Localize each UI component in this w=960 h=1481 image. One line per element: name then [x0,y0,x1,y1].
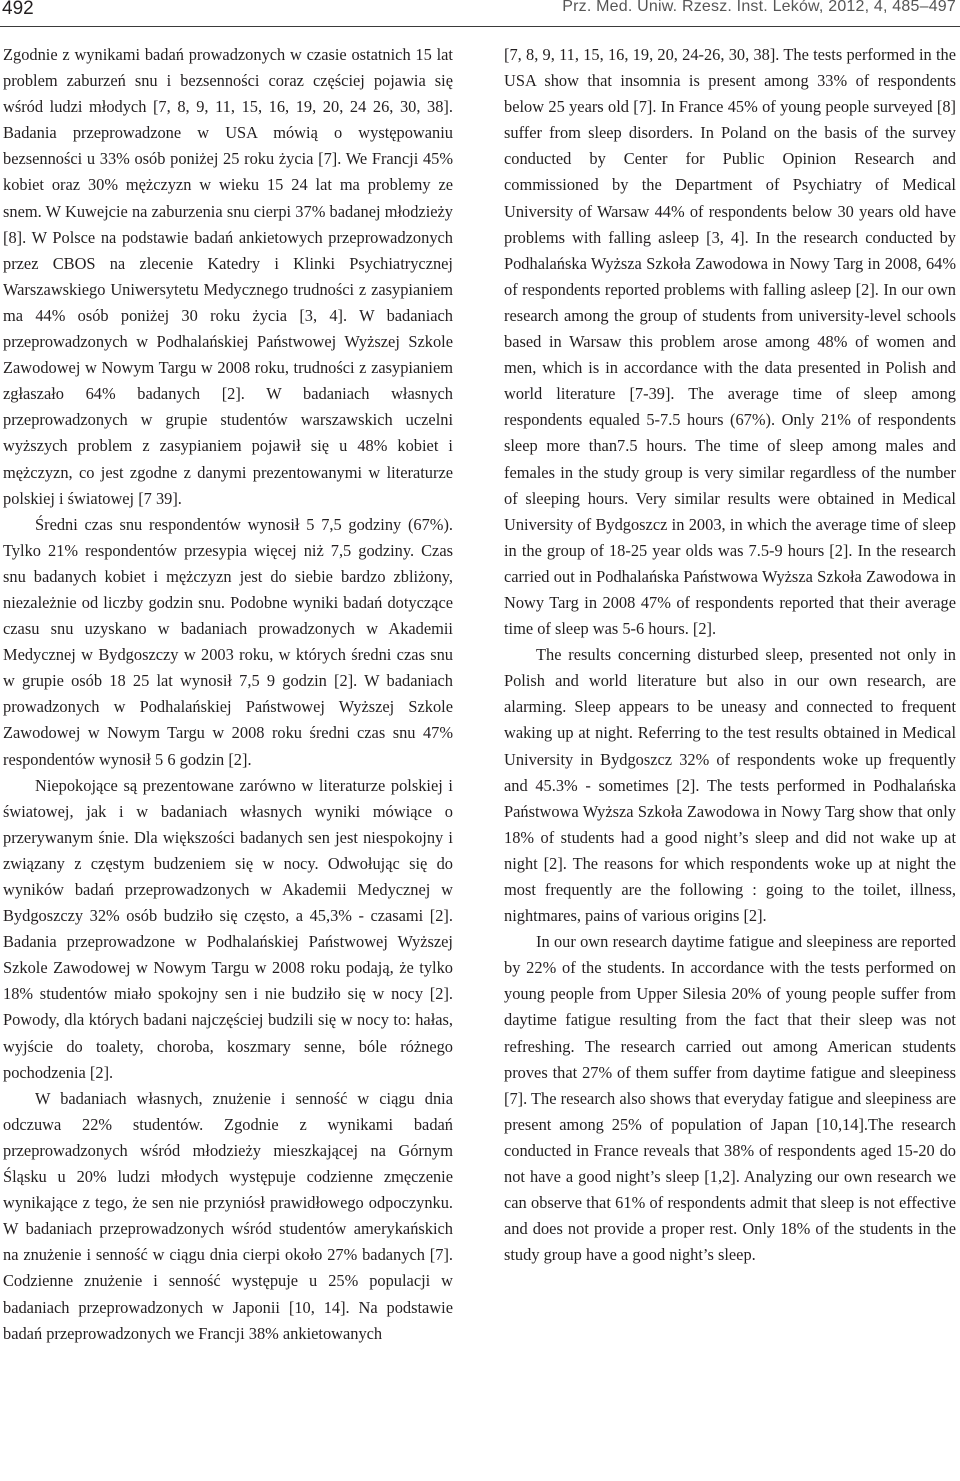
right-column-english [504,42,956,1268]
journal-citation: Prz. Med. Uniw. Rzesz. Inst. Leków, 2012, 4, 485–497 [562,0,956,15]
paragraph: In our own research daytime fatigue and sleepiness are reported by 22% of the students. In accordance with the tests performed on young people from Upper Silesia 20% of young people suffer from daytime fatigue resulting from the fact that their sleep was not refreshing. The research carried out among American students proves that 27% of them suffer from daytime fatigue and sleepiness [7]. The research also shows that everyday fatigue and sleepiness are present among 25% of population of Japan [10,14].The research conducted in France reveals that 38% of respondents aged 15-20 do not have a good night’s sleep [1,2]. Analyzing our own research we can observe that 61% of respondents admit that sleep is not effective and does not provide a proper rest. Only 18% of the students in the study group have a good night’s sleep. [504,932,956,1265]
paragraph: The results concerning disturbed sleep, presented not only in Polish and world literature but also in our own research, are alarming. Sleep appears to be uneasy and connected to frequent waking up at night. Referring to the test results obtained in Medical University in Bydgoszcz 32% of respondents woke up frequently and 45.3% - sometimes [2]. The tests performed in Podhalańska Państwowa Wyższa Szkoła Zawodowa in Nowy Targ show that only 18% of students had a good night’s sleep and did not wake up at night [2]. The reasons for which respondents woke up at night the most frequently are the following : going to the toilet, illness, nightmares, pains of various origins [2]. [504,645,956,926]
running-header [0,0,960,27]
paragraph: W badaniach własnych, znużenie i senność w ciągu dnia odczuwa 22% studentów. Zgodnie z wynikami badań przeprowadzonych wśród młodzieży mieszkającej na Górnym Śląsku u 20% ludzi młodych występuje codzienne zmęczenie wynikające z tego, że sen nie przyniósł prawidłowego odpoczynku. W badaniach przeprowadzonych wśród studentów amerykańskich na znużenie i senność w ciągu dnia cierpi około 27% badanych [7]. Codzienne znużenie i senność występuje u 25% populacji w badaniach przeprowadzonych w Japonii [10, 14]. Na podstawie badań przeprowadzonych we Francji 38% ankietowanych [3,1088,453,1343]
paragraph: Niepokojące są prezentowane zarówno w literaturze polskiej i światowej, jak i w badaniach własnych wyniki mówiące o przerywanym śnie. Dla większości badanych sen jest niespokojny i związany z częstym budzeniem się w nocy. Odwołując się do wyników badań przeprowadzonych w Akademii Medycznej w Bydgoszczy 32% osób budziło się często, a 45,3% - czasami [2]. Badania przeprowadzone w Podhalańskiej Państwowej Wyższej Szkole Zawodowej w Nowym Targu w 2008 roku podają, że tylko 18% studentów miało spokojny sen i nie budziło się w nocy [2]. Powody, dla których badani najczęściej budzili się w nocy to: hałas, wyjście do toalety, choroba, koszmary senne, bóle różnego pochodzenia [2]. [3,775,453,1082]
paragraph: [7, 8, 9, 11, 15, 16, 19, 20, 24-26, 30, 38]. The tests performed in the USA show that insomnia is present among 33% of respondents below 25 years old [7]. In France 45% of young people surveyed [8] suffer from sleep disorders. In Poland on the basis of the survey conducted by Center for Public Opinion Research and commissioned by the Department of Psychiatry of Medical University of Warsaw 44% of respondents below 30 years old have problems with falling asleep [3, 4]. In the research conducted by Podhalańska Wyższa Szkoła Zawodowa in Nowy Targ in 2008, 64% of respondents reported problems with falling asleep [2]. In our own research among the group of students from university-level schools based in Warsaw this problem arose among 48% of women and men, which is in accordance with the data presented in Polish and world literature [7-39]. The average time of sleep among respondents equaled 5-7.5 hours (67%). Only 21% of respondents sleep more than7.5 hours. The time of sleep among males and females in the study group is very similar regardless of the number of sleeping hours. Very similar results were obtained in Medical University of Bydgoszcz in 2003, in which the average time of sleep in the group of 18-25 year olds was 7.5-9 hours [2]. In the research carried out in Podhalańska Państwowa Wyższa Szkoła Zawodowa in Nowy Targ in 2008 47% of respondents reported that their average time of sleep was 5-6 hours. [2]. [504,45,956,639]
paragraph: Średni czas snu respondentów wynosił 5 7,5 godziny (67%). Tylko 21% respondentów przesypia więcej niż 7,5 godziny. Czas snu badanych kobiet i mężczyzn jest do siebie bardzo zbliżony, niezależnie od liczby godzin snu. Podobne wyniki badań dotyczące czasu snu uzyskano w badaniach prowadzonych w Akademii Medycznej w Bydgoszczy w 2003 roku, w których średni czas snu w grupie osób 18 25 lat wynosił 7,5 9 godzin [2]. W badaniach prowadzonych w Podhalańskiej Państwowej Wyższej Szkole Zawodowej w Nowym Targu w 2008 roku średni czas snu 47% respondentów wynosił 5 6 godzin [2]. [3,514,453,769]
left-column-polish [3,42,453,1347]
paragraph: Zgodnie z wynikami badań prowadzonych w czasie ostatnich 15 lat problem zaburzeń snu i bezsenności coraz częściej pojawia się wśród ludzi młodych [7, 8, 9, 11, 15, 16, 19, 20, 24 26, 30, 38]. Badania przeprowadzone w USA mówią o występowaniu bezsenności u 33% osób poniżej 25 roku życia [7]. We Francji 45% kobiet oraz 30% mężczyzn w wieku 15 24 lat ma problemy ze snem. W Kuwejcie na zaburzenia snu cierpi 37% badanej młodzieży [8]. W Polsce na podstawie badań ankietowych przeprowadzonych przez CBOS na zlecenie Katedry i Klinki Psychiatrycznej Warszawskiego Uniwersytetu Medycznego trudności z zasypianiem ma 44% osób poniżej 30 roku życia [3, 4]. W badaniach przeprowadzonych w Podhalańskiej Państwowej Wyższej Szkole Zawodowej w Nowym Targu w 2008 roku, trudności z zasypianiem zgłaszało 64% badanych [2]. W badaniach własnych przeprowadzonych w grupie studentów warszawskich uczelni wyższych problem z zasypianiem pojawił się u 48% kobiet i mężczyzn, co jest zgodne z danymi prezentowanymi w literaturze polskiej i światowej [7 39]. [3,45,453,508]
page-number: 492 [2,0,34,19]
